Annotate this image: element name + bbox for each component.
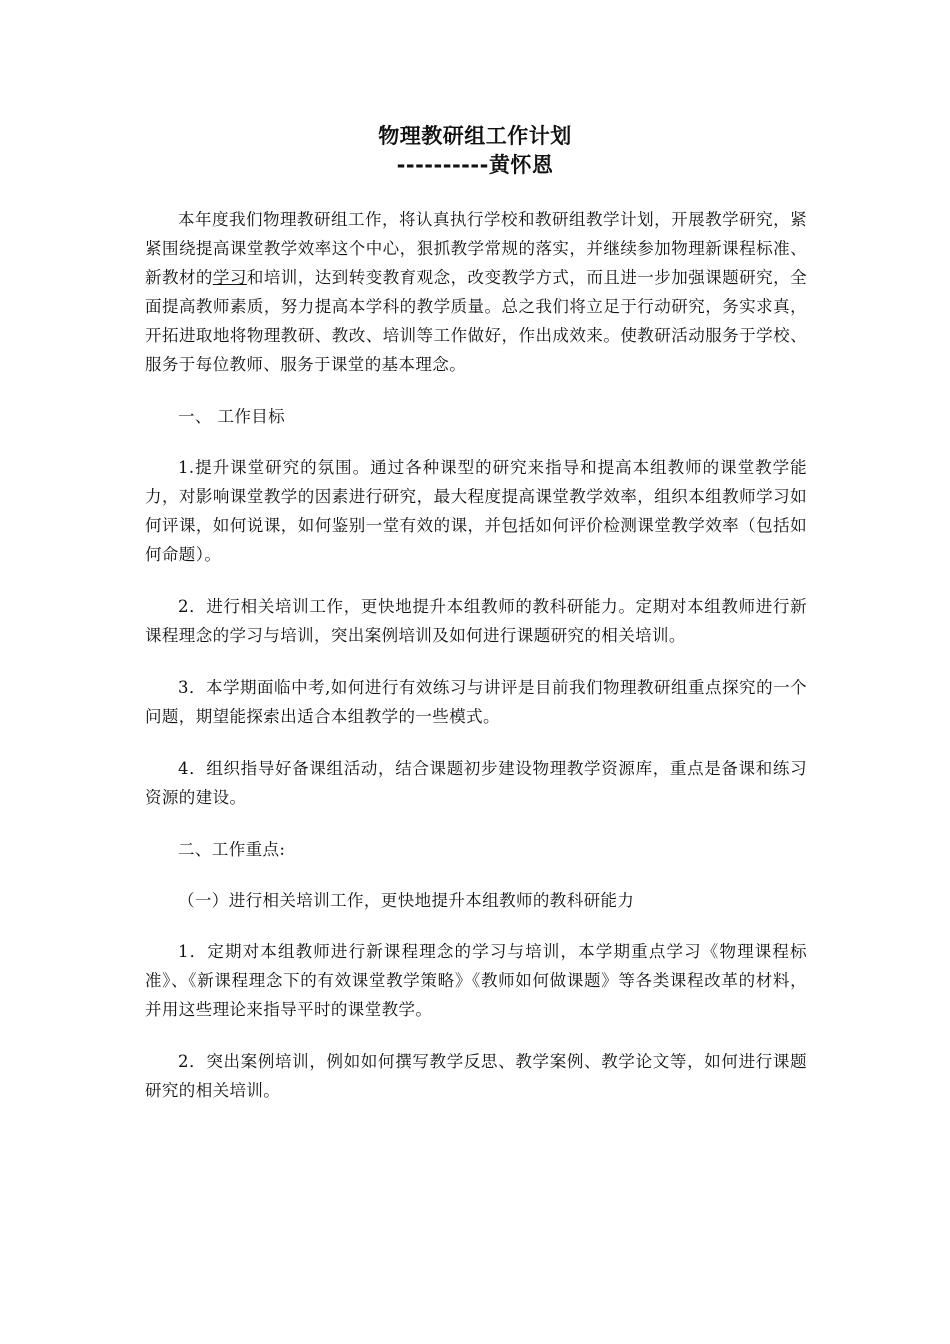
goal-paragraph-4: 4．组织指导好备课组活动，结合课题初步建设物理教学资源库，重点是备课和练习资源的建设。 [145, 759, 807, 807]
title-block [0, 122, 950, 180]
author-line: ----------黄怀恩 [396, 153, 554, 177]
document-body [145, 205, 807, 1128]
document-title: 物理教研组工作计划 [378, 124, 572, 148]
goal-paragraph-1: 1.提升课堂研究的氛围。通过各种课型的研究来指导和提高本组教师的课堂教学能力，对影响课堂教学的因素进行研究，最大程度提高课堂教学效率，组织本组教师学习如何评课，如何说课，如何鉴别一堂有效的课，并包括如何评价检测课堂教学效率（包括如何命题）。 [145, 458, 807, 564]
intro-paragraph [145, 205, 807, 379]
intro-text-before-link: 本年度我们物理教研组工作，将认真执行学校和教研组教学计划，开展教学研究，紧紧围绕提高课堂教学效率这个中心，狠抓教学常规的落实，并继续参加物理新课程标准、新教材的 [145, 210, 807, 287]
subsection-heading-training: （一）进行相关培训工作，更快地提升本组教师的教科研能力 [178, 891, 635, 910]
focus-paragraph-1: 1．定期对本组教师进行新课程理念的学习与培训，本学期重点学习《物理课程标准》、《新课程理念下的有效课堂教学策略》《教师如何做课题》等各类课程改革的材料，并用这些理论来指导平时的课堂教学。 [145, 942, 807, 1019]
section-heading-goals: 一、 工作目标 [178, 407, 286, 426]
goal-paragraph-2: 2．进行相关培训工作，更快地提升本组教师的教科研能力。定期对本组教师进行新课程理念的学习与培训，突出案例培训及如何进行课题研究的相关培训。 [145, 597, 807, 645]
focus-paragraph-2: 2．突出案例培训，例如如何撰写教学反思、教学案例、教学论文等，如何进行课题研究的相关培训。 [145, 1052, 807, 1100]
intro-text-after-link: 和培训，达到转变教育观念，改变教学方式，而且进一步加强课题研究，全面提高教师素质，努力提高本学科的教学质量。总之我们将立足于行动研究，务实求真，开拓进取地将物理教研、教改、培训等工作做好，作出成效来。使教研活动服务于学校、服务于每位教师、服务于课堂的基本理念。 [145, 268, 807, 374]
goal-paragraph-3: 3．本学期面临中考,如何进行有效练习与讲评是目前我们物理教研组重点探究的一个问题，期望能探索出适合本组教学的一些模式。 [145, 678, 807, 726]
section-heading-focus: 二、工作重点: [178, 840, 286, 859]
study-link[interactable]: 学习 [212, 268, 247, 287]
